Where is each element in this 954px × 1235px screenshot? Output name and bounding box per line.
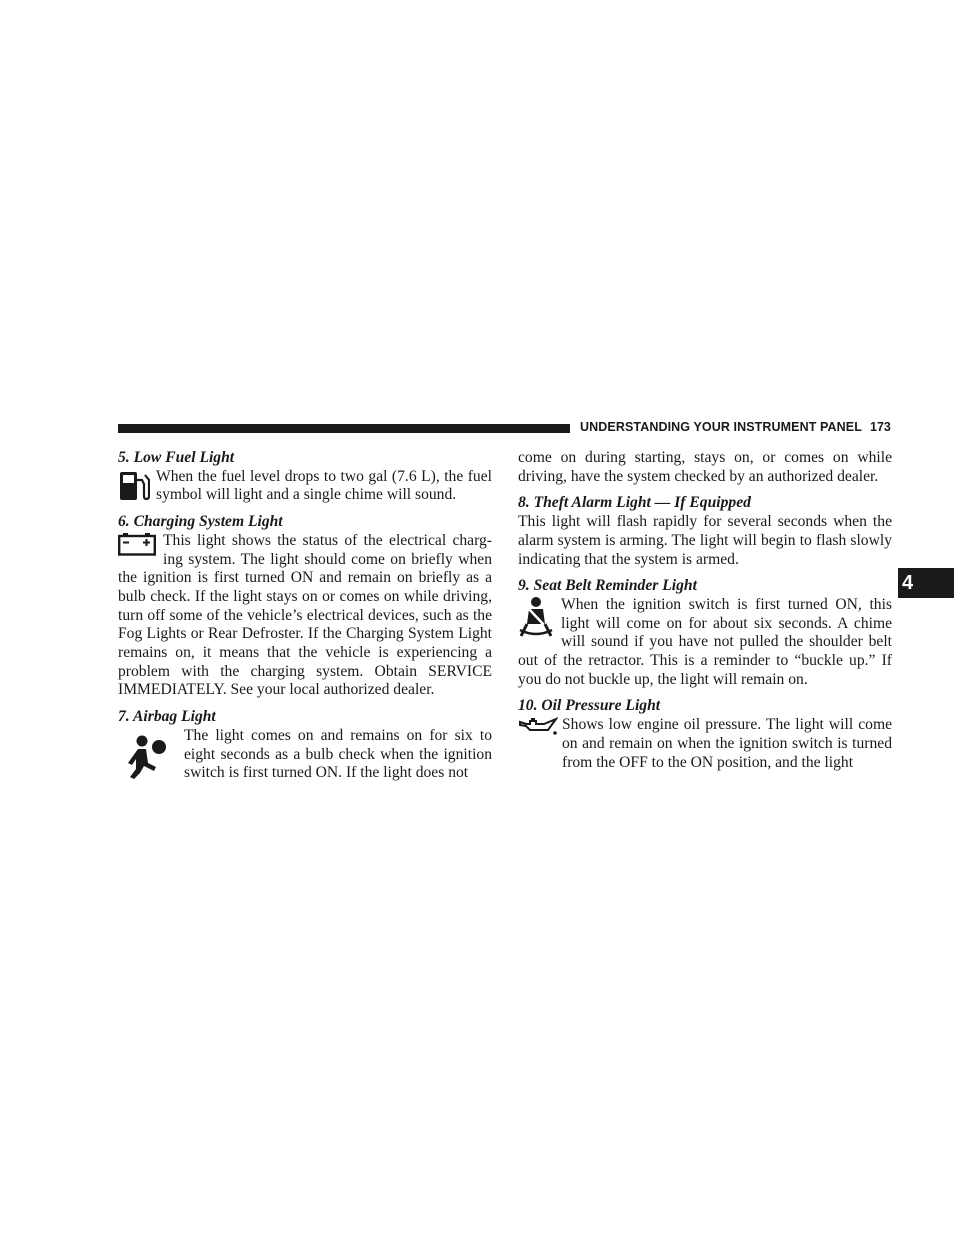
section-heading: 6. Charging System Light [118, 513, 283, 531]
section-theft-alarm-light [518, 494, 892, 569]
section-seat-belt-reminder-light [518, 577, 892, 689]
battery-icon [118, 532, 163, 558]
section-heading: 5. Low Fuel Light [118, 449, 235, 466]
section-body: come on during starting, stays on, or comes on while driving, have the system checked by an authorized dealer. [518, 449, 892, 485]
section-body: This light shows the status of the electrical charg-ing system. The light should come on briefly when the ignition is first turned ON and remain on briefly as a bulb check. If the light stays on or comes on while driving, turn off some of the vehicle’s electrical devices, such as the Fog Lights or Rear Defroster. If the Charging System Light remains on, it means that the vehicle is experiencing a problem with the charging system. Obtain SERVICE IMMEDIATELY. See your local authorized dealer. [118, 531, 492, 699]
oil-can-icon [518, 716, 562, 754]
header-rule [118, 424, 570, 433]
section-oil-pressure-light [518, 697, 892, 772]
section-heading: 9. Seat Belt Reminder Light [518, 577, 697, 595]
right-column [518, 449, 892, 780]
page-number: 173 [870, 420, 891, 434]
section-heading: 10. Oil Pressure Light [518, 697, 661, 715]
section-airbag-light [118, 708, 492, 783]
left-column [118, 449, 492, 791]
section-body: The light comes on and remains on for six to eight seconds as a bulb check when the ignition switch is first turned ON. If the light does not [184, 726, 492, 782]
section-body: When the ignition switch is first turned ON, this light will come on for about six seconds. A chime will sound if you have not pulled the shoulder belt out of the retractor. This is a reminder to “buckle up.” If you do not buckle up, the light will remain on. [518, 595, 892, 688]
airbag-icon [118, 727, 184, 785]
section-low-fuel-light [118, 449, 492, 505]
seat-belt-icon [518, 596, 561, 652]
section-heading: 7. Airbag Light [118, 708, 216, 726]
section-heading: 8. Theft Alarm Light — If Equipped [518, 494, 751, 512]
section-charging-system-light [118, 513, 492, 700]
section-body: This light will flash rapidly for several seconds when the alarm system is arming. The light will begin to flash slowly indicating that the system is armed. [518, 513, 892, 568]
continuation-text [518, 449, 892, 486]
section-body: When the fuel level drops to two gal (7.6 L), the fuel symbol will light and a single chime will sound. [156, 467, 492, 504]
section-body: Shows low engine oil pressure. The light will come on and remain on when the ignition switch is turned from the OFF to the ON position, and the light [562, 716, 892, 771]
chapter-tab: 4 [898, 568, 954, 598]
running-header: UNDERSTANDING YOUR INSTRUMENT PANEL [580, 420, 862, 434]
fuel-pump-icon [118, 468, 156, 506]
